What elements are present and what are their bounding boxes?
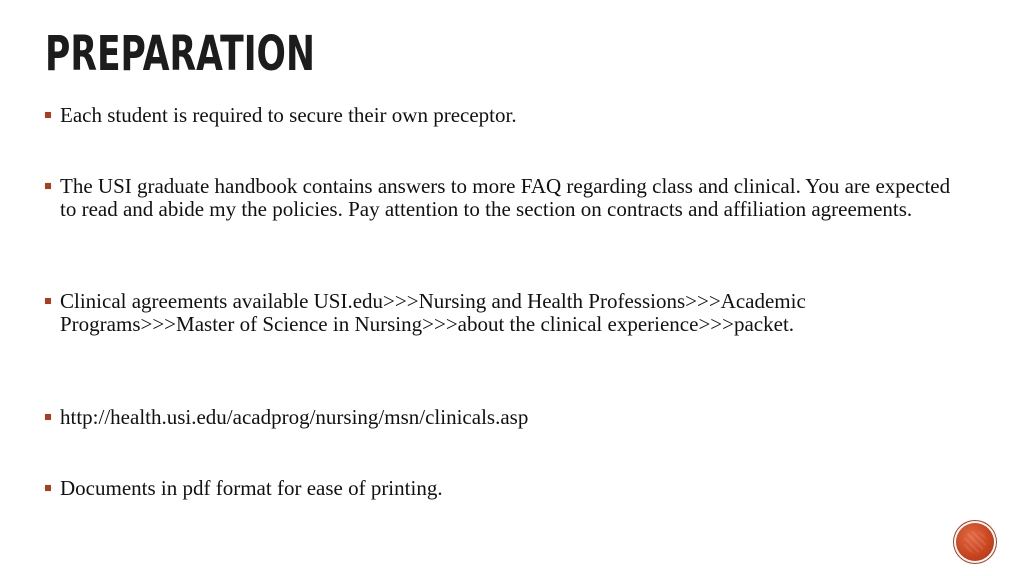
square-bullet-icon — [45, 485, 51, 491]
bullet-link-text[interactable]: http://health.usi.edu/acadprog/nursing/msn/clinicals.asp — [60, 405, 529, 429]
slide-title: PREPARATION — [45, 26, 315, 82]
square-bullet-icon — [45, 183, 51, 189]
bullet-item — [45, 175, 965, 221]
badge-pattern — [964, 531, 986, 553]
slide-number-badge-icon — [956, 523, 994, 561]
bullet-text: The USI graduate handbook contains answers to more FAQ regarding class and clinical. You are expected to read and abide my the policies. Pay attention to the section on contracts and affiliation agreements. — [60, 174, 951, 221]
bullet-item — [45, 477, 965, 500]
square-bullet-icon — [45, 414, 51, 420]
square-bullet-icon — [45, 298, 51, 304]
bullet-text: Each student is required to secure their own preceptor. — [60, 103, 517, 127]
bullet-item — [45, 406, 965, 429]
bullet-text: Clinical agreements available USI.edu>>>Nursing and Health Professions>>>Academic Programs>>>Master of Science in Nursing>>>about the clinical experience>>>packet. — [60, 289, 806, 336]
bullet-text: Documents in pdf format for ease of printing. — [60, 476, 443, 500]
bullet-item — [45, 290, 965, 336]
bullet-item — [45, 104, 965, 127]
square-bullet-icon — [45, 112, 51, 118]
